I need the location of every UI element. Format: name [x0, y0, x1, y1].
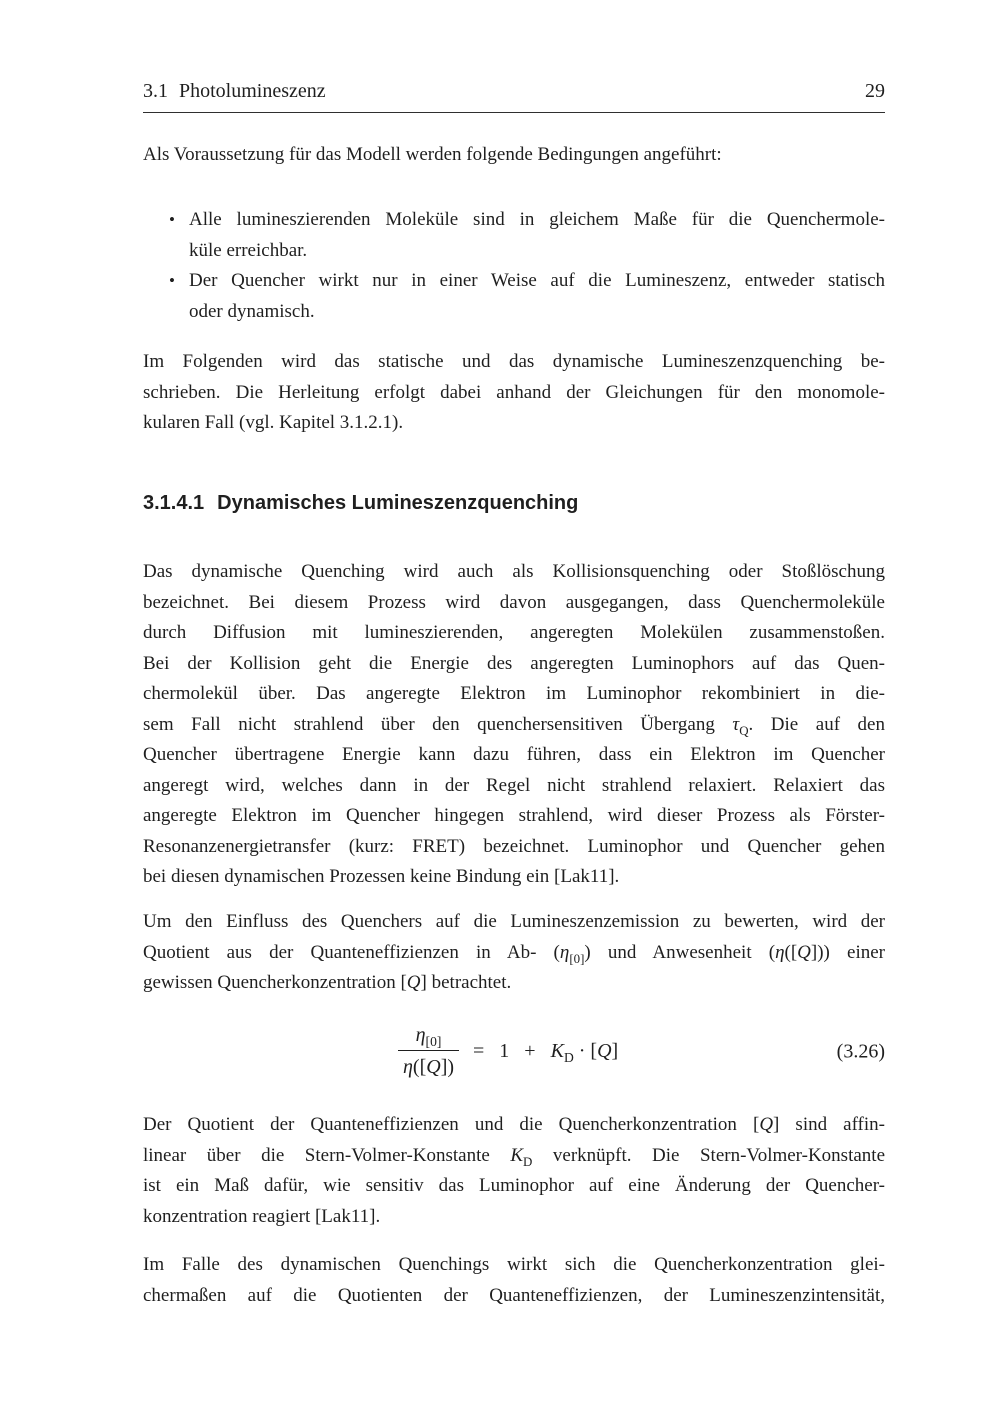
subsection-number: 3.1.4.1 [143, 492, 205, 514]
subsection-title: Dynamisches Lumineszenzquenching [217, 492, 579, 514]
section-title: Photolumineszenz [179, 80, 326, 102]
text-line: konzentration reagiert [Lak11]. [143, 1205, 381, 1227]
text-line: bei diesen dynamischen Prozessen keine Bindung ein [Lak11]. [143, 866, 620, 887]
text-line: Alle lumineszierenden Moleküle sind in gleichem Maße für die Quenchermole- [189, 209, 885, 230]
text-line: Im Falle des dynamischen Quenchings wirkt sich die Quencherkonzentration glei- [143, 1254, 885, 1275]
equation-rhs: = 1 + $K_D \cdot [Q]$ [473, 1040, 619, 1065]
text-line: Um den Einfluss des Quenchers auf die Lumineszenzemission zu bewerten, wird der [143, 911, 885, 932]
equation-fraction [398, 1023, 459, 1080]
paragraph [143, 1250, 885, 1311]
running-head-section [143, 80, 326, 103]
subsection-heading [143, 492, 885, 515]
equation [143, 1023, 885, 1080]
text-line: Der Quencher wirkt nur in einer Weise auf die Lumineszenz, entweder statisch [189, 270, 885, 291]
fraction-denominator: η([Q]) [398, 1050, 459, 1080]
bullet-icon: • [169, 210, 175, 229]
fraction-numerator: $\eta_{[0]}$ [415, 1024, 442, 1049]
paragraph [143, 347, 885, 439]
text-line: angeregte Elektron im Quencher hingegen strahlend, wird dieser Prozess als Förster- [143, 805, 885, 826]
text-line: Im Folgenden wird das statische und das dynamische Lumineszenzquenching be- [143, 351, 885, 372]
bullet-text [189, 205, 885, 266]
text-line: schrieben. Die Herleitung erfolgt dabei anhand der Gleichungen für den monomole- [143, 381, 885, 403]
text-line: chermaßen auf die Quotienten der Quanteneffizienzen, der Lumineszenzintensität, [143, 1284, 885, 1306]
list-item [143, 205, 885, 266]
paragraph [143, 1110, 885, 1232]
header-rule [143, 112, 885, 113]
text-line: Quencher übertragene Energie kann dazu führen, dass ein Elektron im Quencher [143, 744, 885, 765]
text-line: ist ein Maß dafür, wie sensitiv das Luminophor auf eine Änderung der Quencher- [143, 1175, 885, 1196]
text-line: Das dynamische Quenching wird auch als Kollisionsquenching oder Stoßlöschung [143, 561, 885, 582]
text-line: Quotient aus der Quanteneffizienzen in Ab- $(\eta_{[0]})$ und Anwesenheit (η([Q])) einer [143, 941, 885, 966]
bullet-icon: • [169, 271, 175, 290]
text-line: bezeichnet. Bei diesem Prozess wird davon ausgegangen, dass Quenchermoleküle [143, 591, 885, 613]
bullet-text [189, 266, 885, 327]
text-line: Der Quotient der Quanteneffizienzen und die Quencherkonzentration [Q] sind affin- [143, 1114, 885, 1135]
text-line: Resonanzenergietransfer (kurz: FRET) bezeichnet. Luminophor und Quencher gehen [143, 835, 885, 857]
text-line: Als Voraussetzung für das Modell werden folgende Bedingungen angeführt: [143, 144, 722, 165]
text-line: Bei der Kollision geht die Energie des angeregten Luminophors auf das Quen- [143, 652, 885, 674]
list-item [143, 266, 885, 327]
bullet-list [143, 205, 885, 327]
text-line: angeregt wird, welches dann in der Regel nicht strahlend relaxiert. Relaxiert das [143, 774, 885, 796]
text-line: chermolekül über. Das angeregte Elektron im Luminophor rekombiniert in die- [143, 683, 885, 704]
paragraph [143, 557, 885, 893]
text-line: gewissen Quencherkonzentration [Q] betrachtet. [143, 972, 512, 993]
paragraph-intro [143, 140, 885, 171]
text-line: linear über die Stern-Volmer-Konstante $K_D$ verknüpft. Die Stern-Volmer-Konstante [143, 1144, 885, 1169]
equation-number: (3.26) [836, 1040, 885, 1062]
paragraph [143, 907, 885, 999]
text-line: kularen Fall (vgl. Kapitel 3.1.2.1). [143, 412, 404, 433]
section-number: 3.1 [143, 80, 168, 102]
text-line: sem Fall nicht strahlend über den quenchersensitiven Übergang $\tau_Q$. Die auf den [143, 713, 885, 738]
text-line: küle erreichbar. [189, 239, 308, 261]
text-line: oder dynamisch. [189, 300, 315, 322]
text-line: durch Diffusion mit lumineszierenden, angeregten Molekülen zusammenstoßen. [143, 622, 885, 643]
page-number: 29 [865, 80, 885, 102]
running-head [143, 80, 885, 103]
